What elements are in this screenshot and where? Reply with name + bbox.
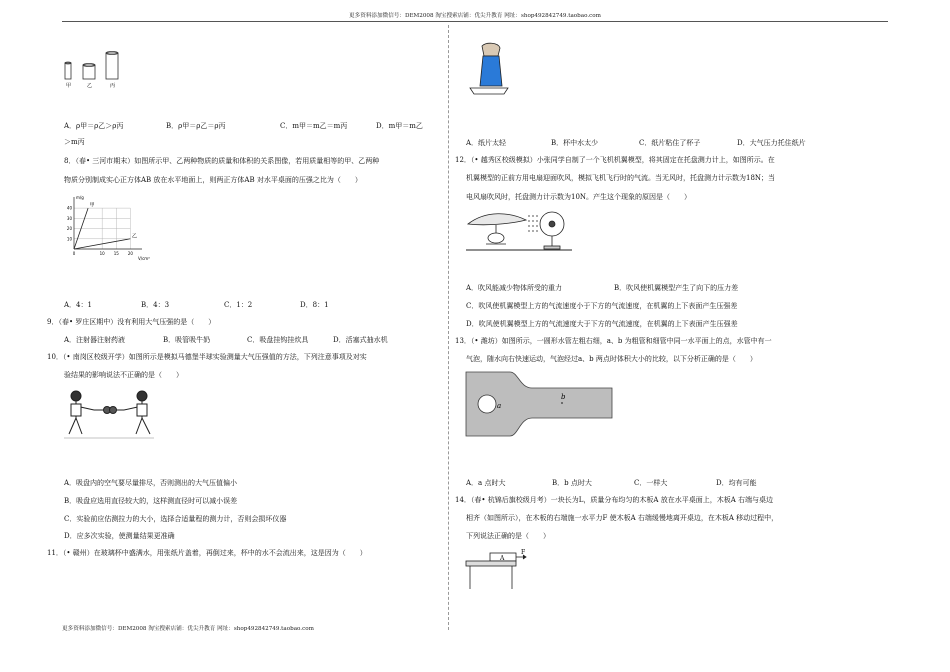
q8-option-a: A．4：1 [64,301,92,309]
cup-label-yi: 乙 [87,83,93,89]
q13-option-a: A．a 点时大 [466,479,506,487]
series-label-0: 甲 [89,202,95,209]
series-label-1: 乙 [131,233,137,240]
q8-line-2: 物质分别制成实心正方体AB 放在水平地面上，则两正方体AB 对水平桌面的压强之比为（ ） [64,176,362,184]
q12-line-1: 12．（• 越秀区校级模拟）小张同学自制了一个飞机机翼模型，将其固定在托盘测力计上，如图所示。在 [455,156,775,164]
q10-line-2: 验结果的影响说法不正确的是（ ） [64,371,183,379]
x-tick-label-3: 20 [127,251,133,256]
mass-volume-chart [64,197,154,263]
cup-label-jia: 甲 [66,83,72,89]
y-tick-label-0: 10 [66,236,72,242]
q12-line-3: 电风扇吹风时，托盘测力计示数为10N。产生这个现象的原因是（ ） [466,193,692,201]
page-header: 更多资料添加微信号：DEM2008 淘宝搜索店铺：优尖升教育 网址：shop492842749.taobao.com [349,13,601,19]
water-pipe-figure [466,372,612,436]
cylinders-figure [60,45,130,90]
q12-option-b: B．吹风使机翼模型产生了向下的压力差 [614,284,739,292]
q10-option-a: A．吸盘内的空气要尽量排尽，否则测出的大气压值偏小 [64,479,238,487]
q9-option-a: A．注射器注射药液 [64,336,126,344]
q10-line-1: 10．（• 南岗区校级开学）如图所示是模拟马德堡半球实验测量大气压强值的方法，下列注意事项及对实 [47,353,367,361]
x-tick-label-2: 15 [113,251,119,256]
page-footer: 更多资料添加微信号：DEM2008 淘宝搜索店铺：优尖升教育 网址：shop492842749.taobao.com [62,626,314,632]
q8-option-c: C．1：2 [224,301,253,309]
y-tick-label-2: 30 [66,215,72,221]
q8-line-1: 8．（春• 三河市期末）如图所示甲、乙两种物质的质量和体积的关系图像，若用质量相等的甲、乙两种 [64,157,380,165]
q11-option-d: D．大气压力托住纸片 [737,139,806,147]
table-plank-figure [466,545,530,593]
q12-option-a: A．吹风能减少物体所受的重力 [466,284,563,292]
wing-fan-figure [466,208,574,252]
q7-option-b: B．ρ甲＝ρ乙＝ρ丙 [166,122,226,130]
q7-option-a: A．ρ甲＝ρ乙＞ρ丙 [64,122,124,130]
force-label-f: F [521,549,526,556]
q7-option-d-tail: ＞m丙 [64,138,85,146]
q10-option-c: C．实验前应估测拉力的大小，选择合适量程的测力计，否则会损坏仪器 [64,515,287,523]
q13-option-d: D．均有可能 [716,479,757,487]
q12-line-2: 机翼模型的正前方用电扇迎面吹风，模拟飞机飞行时的气流。当无风时，托盘测力计示数为18N；当 [466,174,776,182]
y-tick-label-3: 40 [66,205,72,211]
y-tick-label-1: 20 [66,226,72,232]
q9-line: 9．（春• 罗庄区期中）没有利用大气压强的是（ ） [47,318,216,326]
inverted-cup-figure [468,42,512,100]
q13-option-c: C．一样大 [634,479,668,487]
q13-line-2: 气泡，随水向右快速运动，气泡经过a、b 两点时体积大小的比较，以下分析正确的是（ ） [466,355,757,363]
pipe-label-b: b [561,393,566,401]
q11-option-b: B．杯中水太少 [551,139,599,147]
pipe-label-a: a [497,402,502,410]
q11-option-c: C．纸片粘住了杯子 [639,139,701,147]
q13-option-b: B．b 点时大 [552,479,592,487]
q10-option-d: D．应多次实验，使测量结果更准确 [64,532,175,540]
q8-option-d: D．8：1 [300,301,329,309]
q14-line-3: 下列说法正确的是（ ） [466,532,550,540]
q14-line-1: 14．（春• 杭锦后旗校级月考）一块长为L，质量分布均匀的木板A 放在水平桌面上，木板A 右端与桌边 [455,496,773,504]
q12-option-d: D．吹风使机翼模型上方的气流速度大于下方的气流速度，在机翼的上下表面产生压强差 [466,320,738,328]
q7-option-d: D．m甲＝m乙 [376,122,423,130]
column-divider [448,25,449,630]
hemispheres-figure [64,388,156,442]
q11-option-a: A．纸片太轻 [466,139,507,147]
cup-label-bing: 丙 [110,83,116,89]
x-tick-label-1: 10 [99,251,105,256]
q9-option-c: C．吸盘挂钩挂炊具 [247,336,309,344]
q10-option-b: B．吸盘应选用直径较大的，这样测直径时可以减小误差 [64,497,238,505]
q7-option-c: C．m甲＝m乙＝m丙 [280,122,348,130]
x-tick-label-0: 0 [72,251,76,256]
q9-option-d: D．活塞式抽水机 [333,336,388,344]
q9-option-b: B．吸管吸牛奶 [163,336,211,344]
q11-line: 11．（• 赣州）在玻璃杯中盛满水，用张纸片盖着，再倒过来，杯中的水不会流出来，这是因为（ ） [47,549,367,557]
header-rule [62,21,888,22]
plank-label-a: A [500,555,505,562]
q8-option-b: B．4：3 [141,301,170,309]
q13-line-1: 13．（• 潍坊）如图所示，一圆形水管左粗右细，a、b 为粗管和细管中同一水平面上的点，水管中有一 [455,337,772,345]
y-axis-label: m/g [76,195,84,200]
q12-option-c: C．吹风使机翼模型上方的气流速度小于下方的气流速度，在机翼的上下表面产生压强差 [466,302,738,310]
q14-line-2: 相齐（如图所示），在木板的右端施一水平力F 使木板A 右端缓慢地离开桌边，在木板A 移动过程中， [466,514,779,522]
x-axis-label: V/cm³ [138,256,150,261]
